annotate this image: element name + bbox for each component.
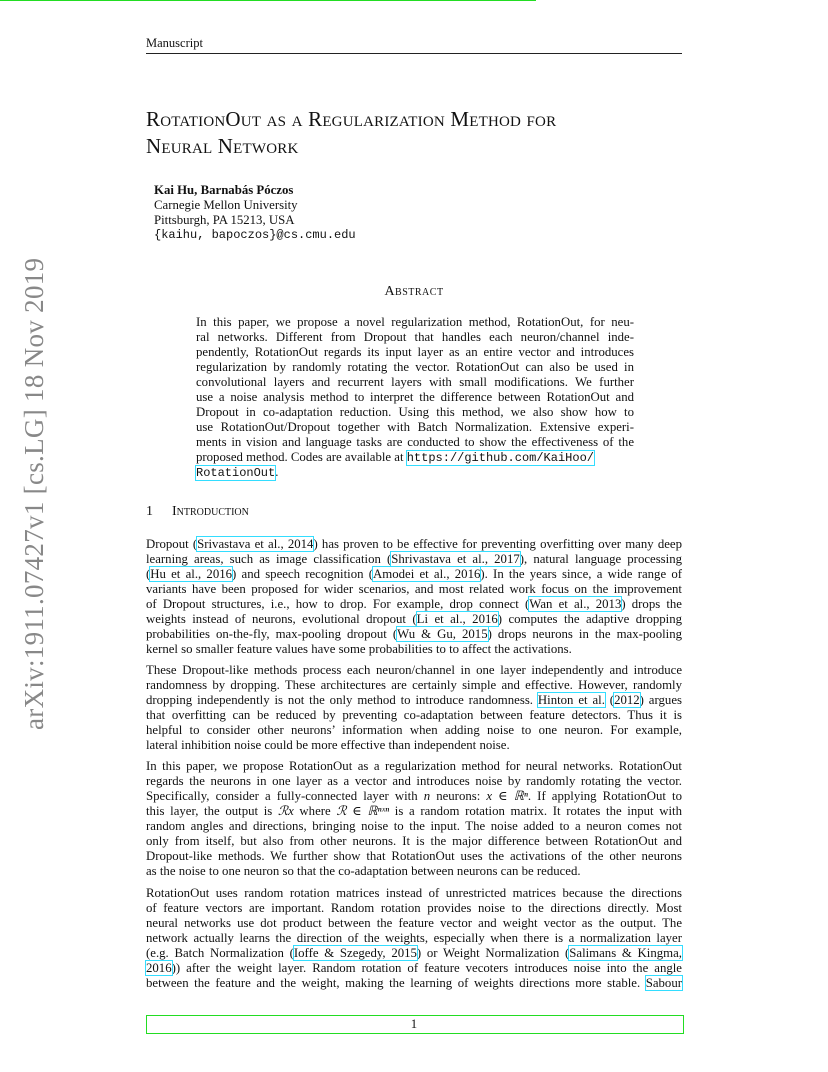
citation-link[interactable]: Ioffe & Szegedy, 2015 (293, 946, 417, 960)
abstract-body (196, 315, 634, 480)
text-line: helpful to consider other neurons’ information when adding noise to one neuron. For example, (146, 723, 682, 737)
paragraph-2 (146, 663, 682, 753)
text-line: that overfitting can be reduced by preventing co-adaptation between feature detectors. Thus it is (146, 708, 682, 722)
section-number: 1 (146, 504, 153, 519)
text-line: 2016)) after the weight layer. Random rotation of feature vecoters introduces noise into the angle (146, 961, 682, 975)
author-email: {kaihu, bapoczos}@cs.cmu.edu (154, 228, 356, 242)
text-line: neural networks use dot product between the feature vector and weight vector as the output. The (146, 916, 682, 930)
text-line: probabilities on-the-fly, max-pooling dropout (Wu & Gu, 2015) drops neurons in the max-pooling (146, 627, 682, 641)
text-line: network actually learns the direction of the weights, especially when there is a normalization layer (146, 931, 682, 945)
text-line: weights instead of neurons, evolutional dropout (Li et al., 2016) computes the adaptive dropping (146, 612, 682, 626)
text-line: of feature vectors are important. Random rotation provides noise to the directions directly. Most (146, 901, 682, 915)
citation-link[interactable]: Amodei et al., 2016 (373, 567, 481, 581)
abstract-line: Dropout in co-adaptation reduction. Using this method, we also show how to (196, 405, 634, 419)
citation-link[interactable]: Li et al., 2016 (416, 612, 498, 626)
text-line: this layer, the output is ℛx where ℛ ∈ ℝⁿˣⁿ is a random rotation matrix. It rotates the input with (146, 804, 683, 818)
title-line-1: RotationOut as a Regularization Method for (146, 107, 557, 131)
math-inline: ℛx (277, 804, 294, 818)
text-line: between the feature and the weight, making the learning of weights directions more stable. Sabour (146, 976, 682, 990)
arxiv-sidebar-stamp: arXiv:1911.07427v1 [cs.LG] 18 Nov 2019 (19, 257, 49, 730)
abstract-text: . (275, 465, 279, 479)
text-line: as the noise to one neuron so that the co-adaptation between neurons can be reduced. (146, 864, 581, 878)
math-inline: ℛ ∈ ℝⁿˣⁿ (336, 804, 390, 818)
page-number: 1 (410, 1017, 418, 1031)
text-line: Specifically, consider a fully-connected layer with n neurons: x ∈ ℝⁿ. If applying RotationOut to (146, 789, 682, 803)
author-address: Pittsburgh, PA 15213, USA (154, 213, 295, 227)
paper-title (146, 106, 706, 160)
abstract-line: In this paper, we propose a novel regularization method, RotationOut, for neu- (196, 315, 634, 329)
running-header: Manuscript (146, 36, 203, 50)
code-url-link[interactable]: https://github.com/KaiHoo/ (406, 451, 594, 465)
paragraph-3 (146, 759, 682, 879)
text-line: only from itself, but also from other neurons. It is the major difference between RotationOut and (146, 834, 682, 848)
text-line: regards the neurons in one layer as a vector and introduces noise by randomly rotating the vector. (146, 774, 682, 788)
text-line: dropping independently is not the only method to introduce randomness. Hinton et al. (2012) argues (146, 693, 682, 707)
abstract-line: regularization by randomly rotating the vector. RotationOut can also be used in (196, 360, 634, 374)
abstract-text: proposed method. Codes are available at (196, 450, 407, 464)
citation-link[interactable]: Srivastava et al., 2014 (197, 537, 314, 551)
citation-link[interactable]: Hu et al., 2016 (150, 567, 233, 581)
abstract-line: ments in vision and language tasks are conducted to show the effectiveness of the (196, 435, 634, 449)
citation-link[interactable]: Wu & Gu, 2015 (397, 627, 488, 641)
text-line: lateral inhibition noise could be more effective than independent noise. (146, 738, 510, 752)
abstract-line: convolutional layers and recurrent layers with small modifications. We further (196, 375, 634, 389)
text-line: randomness by dropping. These architectures are certainly simple and effective. However, randomly (146, 678, 682, 692)
text-line: RotationOut uses random rotation matrices instead of unrestricted matrices because the directions (146, 886, 682, 900)
text-line: Dropout (Srivastava et al., 2014) has proven to be effective for preventing overfitting over many deep (146, 537, 682, 551)
section-title: Introduction (172, 504, 249, 519)
citation-link[interactable]: Wan et al., 2013 (529, 597, 622, 611)
text-line: Dropout-like methods. We further show that RotationOut uses the activations of the other neurons (146, 849, 682, 863)
author-names: Kai Hu, Barnabás Póczos (154, 183, 294, 197)
text-line: random angles and directions, bringing noise to the input. The noise added to a neuron comes not (146, 819, 682, 833)
top-marker-line (0, 0, 536, 1)
citation-link[interactable]: Shrivastava et al., 2017 (391, 552, 520, 566)
text-line: These Dropout-like methods process each neuron/channel in one layer independently and introduce (146, 663, 682, 677)
title-line-2: Neural Network (146, 134, 299, 158)
text-line: learning areas, such as image classification (Shrivastava et al., 2017), natural language processing (146, 552, 683, 566)
abstract-line-last (196, 450, 634, 465)
abstract-heading: Abstract (384, 284, 444, 299)
header-rule (146, 53, 682, 54)
citation-link[interactable]: Salimans & Kingma, (569, 946, 682, 960)
abstract-line: pendently, RotationOut regards its input layer as an entire vector and introduces (196, 345, 634, 359)
abstract-line-url (196, 465, 634, 480)
section-heading (146, 504, 249, 520)
citation-link[interactable]: 2016 (146, 961, 172, 975)
abstract-line: use a noise analysis method to interpret the difference between RotationOut and (196, 390, 634, 404)
author-block (154, 183, 356, 243)
citation-link[interactable]: 2012 (614, 693, 640, 707)
text-line: In this paper, we propose RotationOut as a regularization method for neural networks. RotationOut (146, 759, 682, 773)
text-line: (Hu et al., 2016) and speech recognition (Amodei et al., 2016). In the years since, a wide range of (146, 567, 683, 581)
text-line: (e.g. Batch Normalization (Ioffe & Szegedy, 2015) or Weight Normalization (Salimans & Kingma, (146, 946, 682, 960)
citation-link[interactable]: Hinton et al. (537, 693, 605, 707)
math-inline: n (423, 789, 431, 803)
abstract-line: ral networks. Different from Dropout that handles each neuron/channel inde- (196, 330, 634, 344)
code-url-link-cont[interactable]: RotationOut (196, 466, 276, 480)
text-line: kernel so smaller feature values have some probabilities to to affect the activations. (146, 642, 572, 656)
abstract-line: use RotationOut/Dropout together with Batch Normalization. Extensive experi- (196, 420, 634, 434)
paragraph-1 (146, 537, 682, 657)
text-line: variants have been proposed for wider scenarios, and most related work focus on the improvement (146, 582, 682, 596)
author-affiliation: Carnegie Mellon University (154, 198, 298, 212)
text-line: of Dropout structures, i.e., how to drop. For example, drop connect (Wan et al., 2013) drops the (146, 597, 682, 611)
citation-link[interactable]: Sabour (645, 976, 682, 990)
math-inline: x ∈ ℝⁿ (486, 789, 528, 803)
paragraph-4 (146, 886, 682, 991)
